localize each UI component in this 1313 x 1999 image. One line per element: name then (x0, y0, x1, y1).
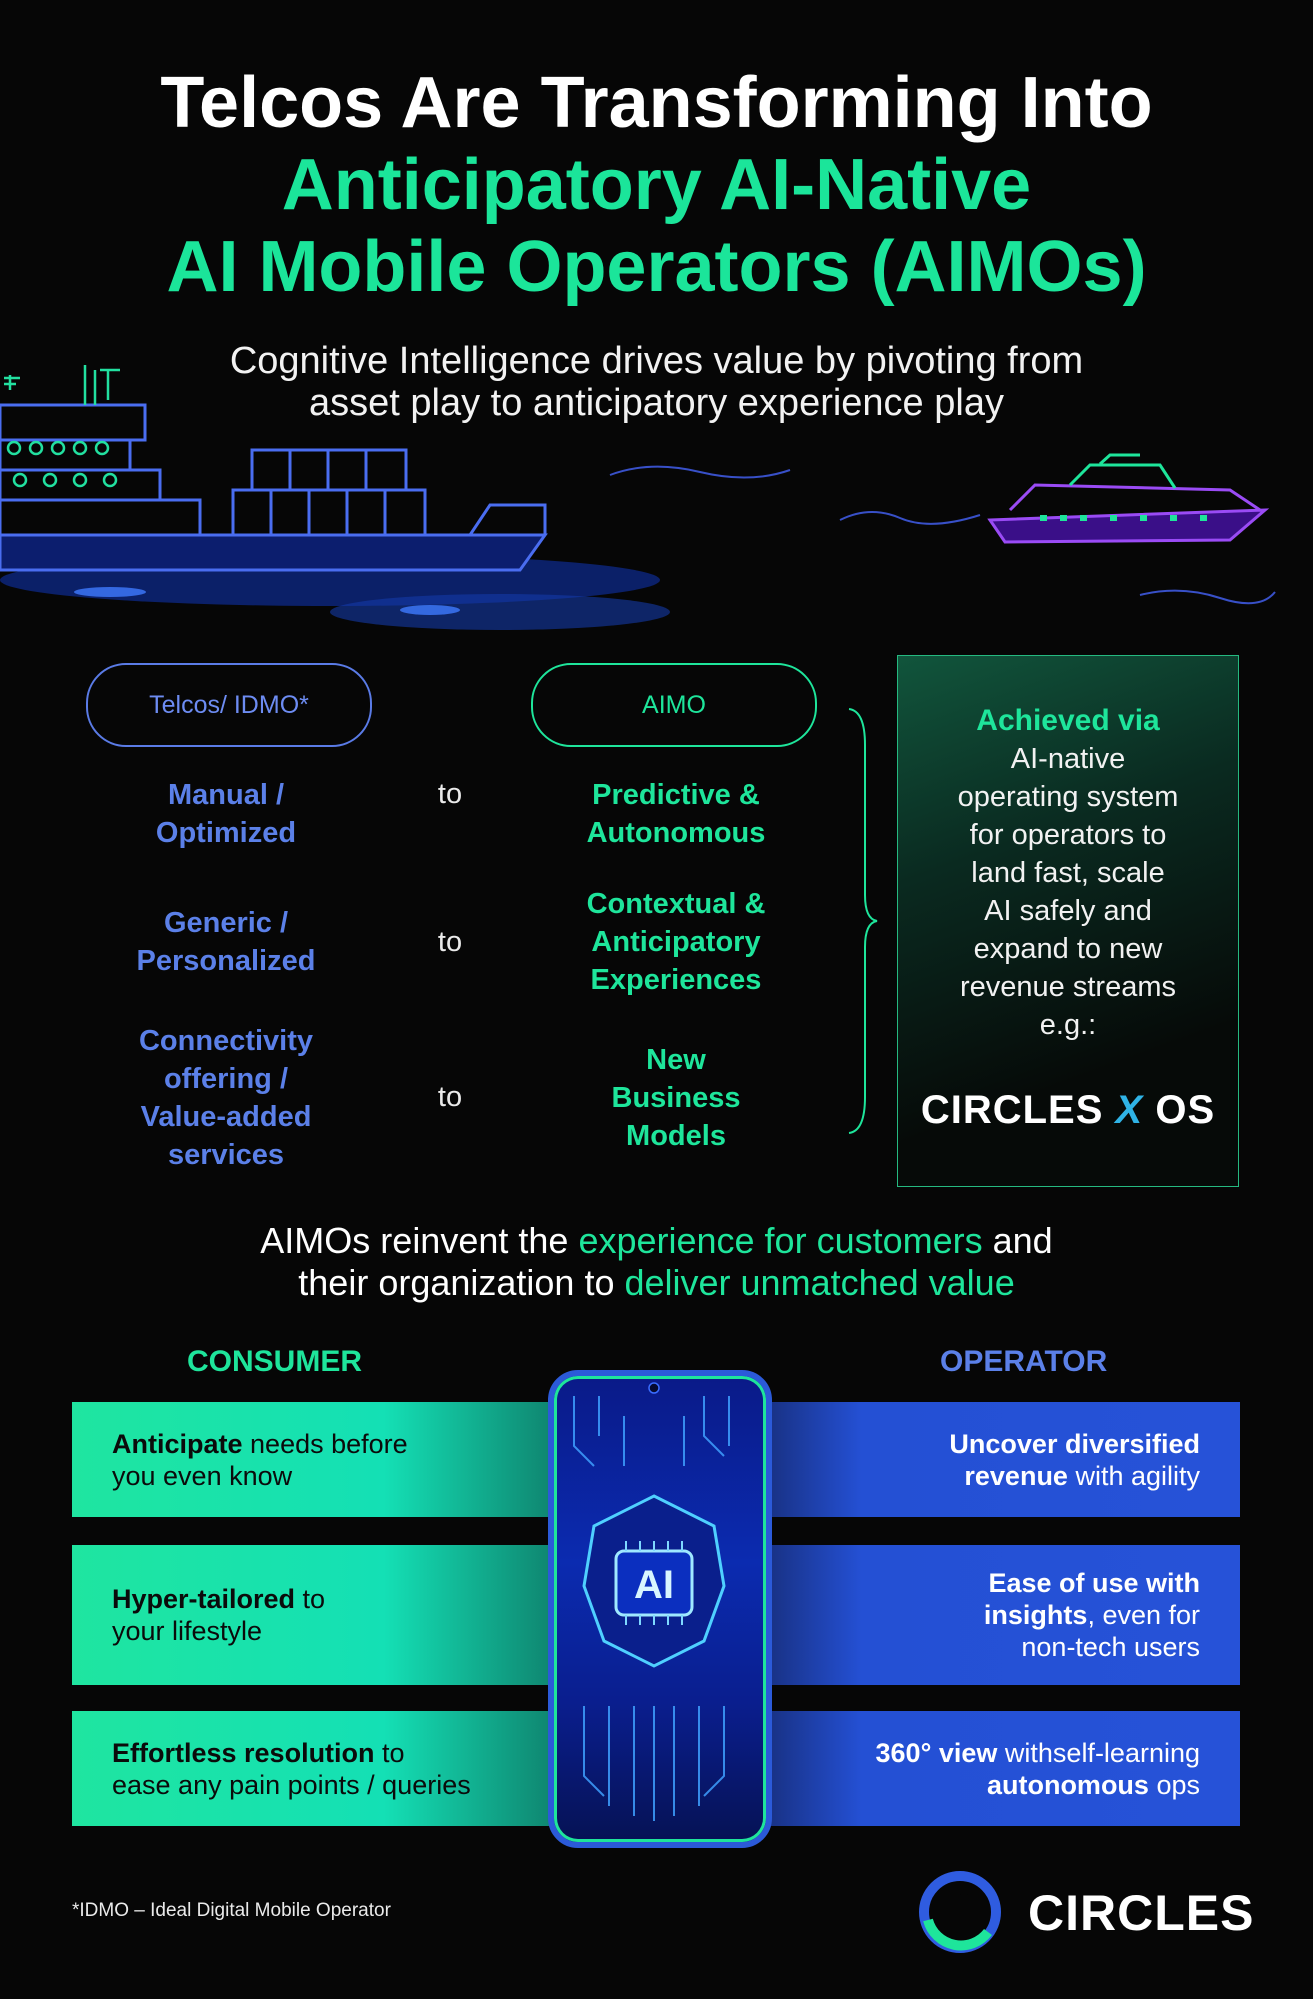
from-item-2-line-1: Generic / (163, 907, 289, 939)
connector-to-3: to (437, 1081, 463, 1113)
operator-benefit-3 (735, 1711, 1240, 1826)
benefit-bold: Uncover diversified (949, 1429, 1200, 1459)
benefit-bold: Anticipate (112, 1429, 243, 1459)
brand-x-icon: X (1115, 1088, 1144, 1132)
operator-benefit-3-text (800, 1737, 1200, 1801)
to-item-1-line-2: Autonomous (586, 817, 766, 849)
operator-benefit-2 (735, 1545, 1240, 1685)
to-item-3-line-1: New (646, 1044, 706, 1076)
ai-chip-label: AI (634, 1563, 674, 1607)
title-line-1: Telcos Are Transforming Into (160, 63, 1153, 143)
operator-benefit-1 (735, 1402, 1240, 1517)
connector-to-2: to (437, 926, 463, 958)
benefit-bold: Hyper-tailored (112, 1584, 296, 1614)
circles-logo-text: CIRCLES (1028, 1885, 1255, 1941)
benefit-text: ops (1148, 1770, 1200, 1800)
operator-title: OPERATOR (940, 1345, 1108, 1378)
title-line-2: Anticipatory AI-Native (281, 145, 1032, 225)
title-line-3: AI Mobile Operators (AIMOs) (166, 227, 1147, 307)
to-item-2-line-3: Experiences (590, 964, 762, 996)
achieved-line: AI-native (1010, 743, 1126, 775)
from-item-1-line-1: Manual / (167, 779, 284, 811)
benefit-bold: Effortless resolution (112, 1738, 375, 1768)
benefit-text: with agility (1067, 1461, 1200, 1491)
cargo-ship-portholes (4, 365, 120, 486)
statement-highlight: deliver unmatched value (624, 1262, 1015, 1303)
benefit-text: your lifestyle (112, 1616, 263, 1646)
consumer-benefit-1-text (112, 1428, 552, 1492)
achieved-line: for operators to (969, 819, 1167, 851)
achieved-line: operating system (957, 781, 1179, 813)
benefit-text: to (374, 1738, 405, 1768)
to-item-2-line-2: Anticipatory (591, 926, 761, 958)
from-item-3-line-3: Value-added (140, 1101, 312, 1133)
benefit-text: you even know (112, 1461, 293, 1491)
to-item-3-line-2: Business (611, 1082, 741, 1114)
water-reflection-2 (330, 594, 670, 630)
page-title (0, 62, 1313, 308)
benefit-text: needs before (242, 1429, 408, 1459)
achieved-body (928, 740, 1208, 1044)
consumer-benefit-3-text (112, 1737, 552, 1801)
from-item-3 (86, 1022, 366, 1174)
benefit-text: non-tech users (1021, 1632, 1200, 1662)
circles-x-os-logo (898, 1088, 1238, 1133)
to-item-1 (536, 776, 816, 852)
benefit-text: ease any pain points / queries (112, 1770, 471, 1800)
from-item-3-line-4: services (167, 1139, 285, 1171)
circles-logo-icon (918, 1870, 1002, 1954)
benefit-bold: revenue (964, 1461, 1068, 1491)
from-item-2 (86, 904, 366, 980)
benefit-bold: 360° view (875, 1738, 998, 1768)
to-item-2-line-1: Contextual & (586, 888, 766, 920)
from-item-3-line-2: offering / (163, 1063, 289, 1095)
value-statement (0, 1220, 1313, 1304)
benefit-text: , even for (1087, 1600, 1200, 1630)
to-item-2 (536, 885, 816, 999)
benefit-bold: autonomous (986, 1770, 1149, 1800)
idmo-pill: Telcos/ IDMO* (86, 663, 372, 747)
operator-benefit-1-text (800, 1428, 1200, 1492)
to-item-3 (536, 1041, 816, 1155)
aimo-pill: AIMO (531, 663, 817, 747)
achieved-heading: Achieved via (976, 704, 1160, 737)
achieved-line: AI safely and (984, 895, 1152, 927)
statement-text: and (982, 1220, 1053, 1261)
circuit-board-graphic (554, 1376, 754, 1830)
subtitle-line-2: asset play to anticipatory experience play (309, 382, 1004, 424)
benefit-text: to (295, 1584, 326, 1614)
connector-to-1: to (437, 778, 463, 810)
from-item-2-line-2: Personalized (136, 945, 316, 977)
value-statement-line-1 (0, 1220, 1313, 1262)
to-item-1-line-1: Predictive & (592, 779, 760, 811)
footnote: *IDMO – Ideal Digital Mobile Operator (72, 1900, 391, 1921)
consumer-title: CONSUMER (187, 1345, 363, 1378)
achieved-line: revenue streams (960, 971, 1176, 1003)
value-statement-line-2 (0, 1262, 1313, 1304)
benefit-bold: insights (983, 1600, 1088, 1630)
brand-circles-text: CIRCLES (920, 1088, 1104, 1132)
statement-highlight: experience for customers (578, 1220, 983, 1261)
achieved-line: land fast, scale (971, 857, 1165, 889)
cargo-ship (0, 405, 545, 570)
ships-illustration (0, 360, 1313, 650)
statement-text: their organization to (298, 1262, 625, 1303)
consumer-benefit-2-text (112, 1583, 552, 1647)
subtitle-line-1: Cognitive Intelligence drives value by pivoting from (229, 340, 1084, 382)
brand-os-text: OS (1155, 1088, 1216, 1132)
smartphone-illustration (548, 1370, 772, 1848)
achieved-line: e.g.: (1039, 1009, 1097, 1041)
yacht (990, 455, 1265, 542)
achieved-line: expand to new (973, 933, 1163, 965)
consumer-benefit-2 (72, 1545, 592, 1685)
benefit-bold: Ease of use with (988, 1568, 1200, 1598)
operator-benefit-2-text (800, 1567, 1200, 1663)
benefit-text: withself-learning (997, 1738, 1200, 1768)
from-item-1-line-2: Optimized (155, 817, 297, 849)
consumer-benefit-1 (72, 1402, 592, 1517)
statement-text: AIMOs reinvent the (260, 1220, 579, 1261)
curly-brace (845, 705, 880, 1137)
from-item-3-line-1: Connectivity (138, 1025, 314, 1057)
to-item-3-line-3: Models (626, 1120, 726, 1152)
from-item-1 (86, 776, 366, 852)
achieved-via-box (897, 655, 1239, 1187)
consumer-benefit-3 (72, 1711, 592, 1826)
